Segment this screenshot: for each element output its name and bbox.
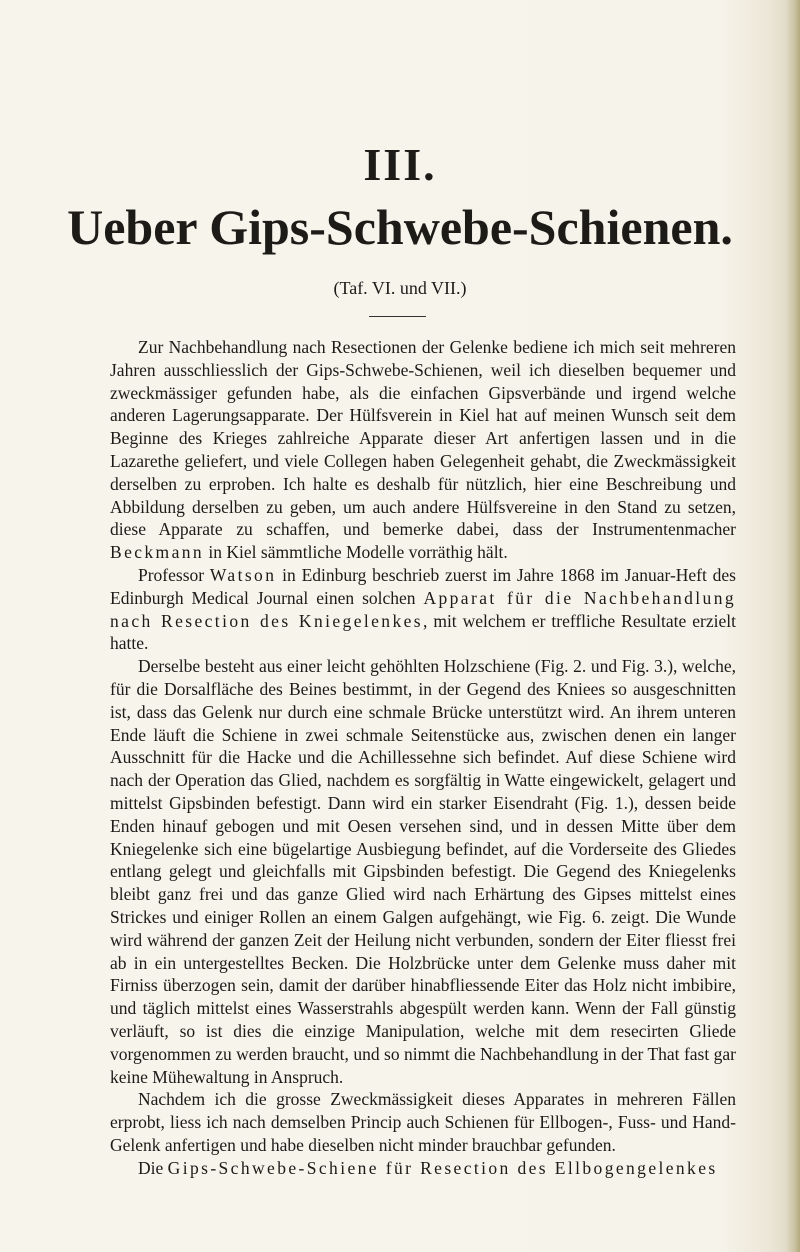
paragraph-text: in Kiel sämmtliche Modelle vorräthig hält. bbox=[204, 542, 508, 563]
article-title: Ueber Gips-Schwebe-Schienen. bbox=[67, 199, 733, 255]
paragraph bbox=[110, 564, 736, 655]
emphasis-spaced-text: Watson bbox=[209, 564, 277, 585]
paragraph-text: Zur Nachbehandlung nach Resectionen der Gelenke bediene ich mich seit mehreren Jahren ausschliesslich der Gips-Schwebe-Schienen, weil ich dieselben bequemer und zweckmässiger gefunden habe, als die einfachen Gipsverbände und irgend welche anderen Lagerungsapparate. Der Hülfsverein in Kiel hat auf meinen Wunsch seit dem Beginne des Krieges zahlreiche Apparate dieser Art anfertigen lassen und in die Lazarethe geliefert, und viele Collegen haben Gelegenheit gehabt, die Zweckmässigkeit derselben zu erproben. Ich halte es deshalb für nützlich, hier eine Beschreibung und Abbildung derselben zu geben, um auch andere Hülfsvereine in den Stand zu setzen, diese Apparate zu schaffen, und bemerke dabei, dass der Instrumentenmacher bbox=[110, 337, 736, 540]
emphasis-spaced-text: Beckmann bbox=[110, 542, 205, 563]
paragraph bbox=[110, 655, 736, 1088]
paragraph-text: , mit welchem er treffliche Resultate erzielt hatte. bbox=[110, 610, 736, 654]
emphasis-spaced-text: Apparat für die Nachbehandlung nach Resection des Kniegelenkes bbox=[110, 587, 736, 631]
paragraph-text: Derselbe besteht aus einer leicht gehöhlten Holzschiene (Fig. 2. und Fig. 3.), welche, für die Dorsalfläche des Beines bestimmt, in der Gegend des Kniees so ausgeschnitten ist, dass das Gelenk nur durch eine schmale Brücke unterstützt wird. An ihrem unteren Ende läuft die Schiene in zwei schmale Seitenstücke aus, zwischen denen ein langer Ausschnitt für die Hacke und die Achillessehne sich befindet. Auf diese Schiene wird nach der Operation das Glied, nachdem es sorgfältig in Watte eingewickelt, gelagert und mittelst Gipsbinden befestigt. Dann wird ein starker Eisendraht (Fig. 1.), dessen beide Enden hinauf gebogen und mit Oesen versehen sind, und in dessen Mitte über dem Kniegelenke sich eine bügelartige Ausbiegung befindet, auf die Vorderseite des Gliedes entlang gelegt und gleichfalls mit Gipsbinden befestigt. Die Gegend des Kniegelenks bleibt ganz frei und das ganze Glied wird nach Erhärtung des Gipses mittelst eines Strickes und einiger Rollen an einem Galgen aufgehängt, wie Fig. 6. zeigt. Die Wunde wird während der ganzen Zeit der Heilung nicht verbunden, sondern der Eiter fliesst frei ab in ein untergestelltes Becken. Die Holzbrücke unter dem Gelenke muss daher mit Firniss überzogen sein, damit der darüber hinabfliessende Eiter das Holz nicht imbibire, und täglich mittelst eines Wasserstrahls abgespült werden kann. Wenn der Fall günstig verläuft, so ist dies die einzige Manipulation, welche mit dem resecirten Gliede vorgenommen zu werden braucht, und so nimmt die Nachbehandlung in der That fast gar keine Mühewaltung in Anspruch. bbox=[110, 656, 736, 1087]
section-number: III. bbox=[363, 139, 437, 190]
paragraph-text: Die bbox=[138, 1157, 168, 1178]
paragraph-text: Nachdem ich die grosse Zweckmässigkeit dieses Apparates in mehreren Fällen erprobt, liess ich nach demselben Princip auch Schienen für Ellbogen-, Fuss- und Hand-Gelenk anfertigen und habe dieselben nicht minder brauchbar gefunden. bbox=[110, 1089, 736, 1155]
plate-reference: (Taf. VI. und VII.) bbox=[333, 278, 467, 298]
paragraph-text: in Edinburg beschrieb zuerst im Jahre 1868 im Januar-Heft des Edinburgh Medical Journal einen solchen bbox=[110, 564, 736, 608]
title-divider-rule bbox=[369, 316, 426, 317]
paragraph bbox=[110, 336, 736, 564]
emphasis-spaced-text: Gips-Schwebe-Schiene für Resection des Ellbogengelenkes bbox=[167, 1157, 718, 1178]
paragraph bbox=[110, 1088, 736, 1156]
paragraph bbox=[110, 1157, 736, 1180]
paragraph-text: Professor bbox=[138, 564, 210, 585]
body-text bbox=[110, 336, 736, 1179]
